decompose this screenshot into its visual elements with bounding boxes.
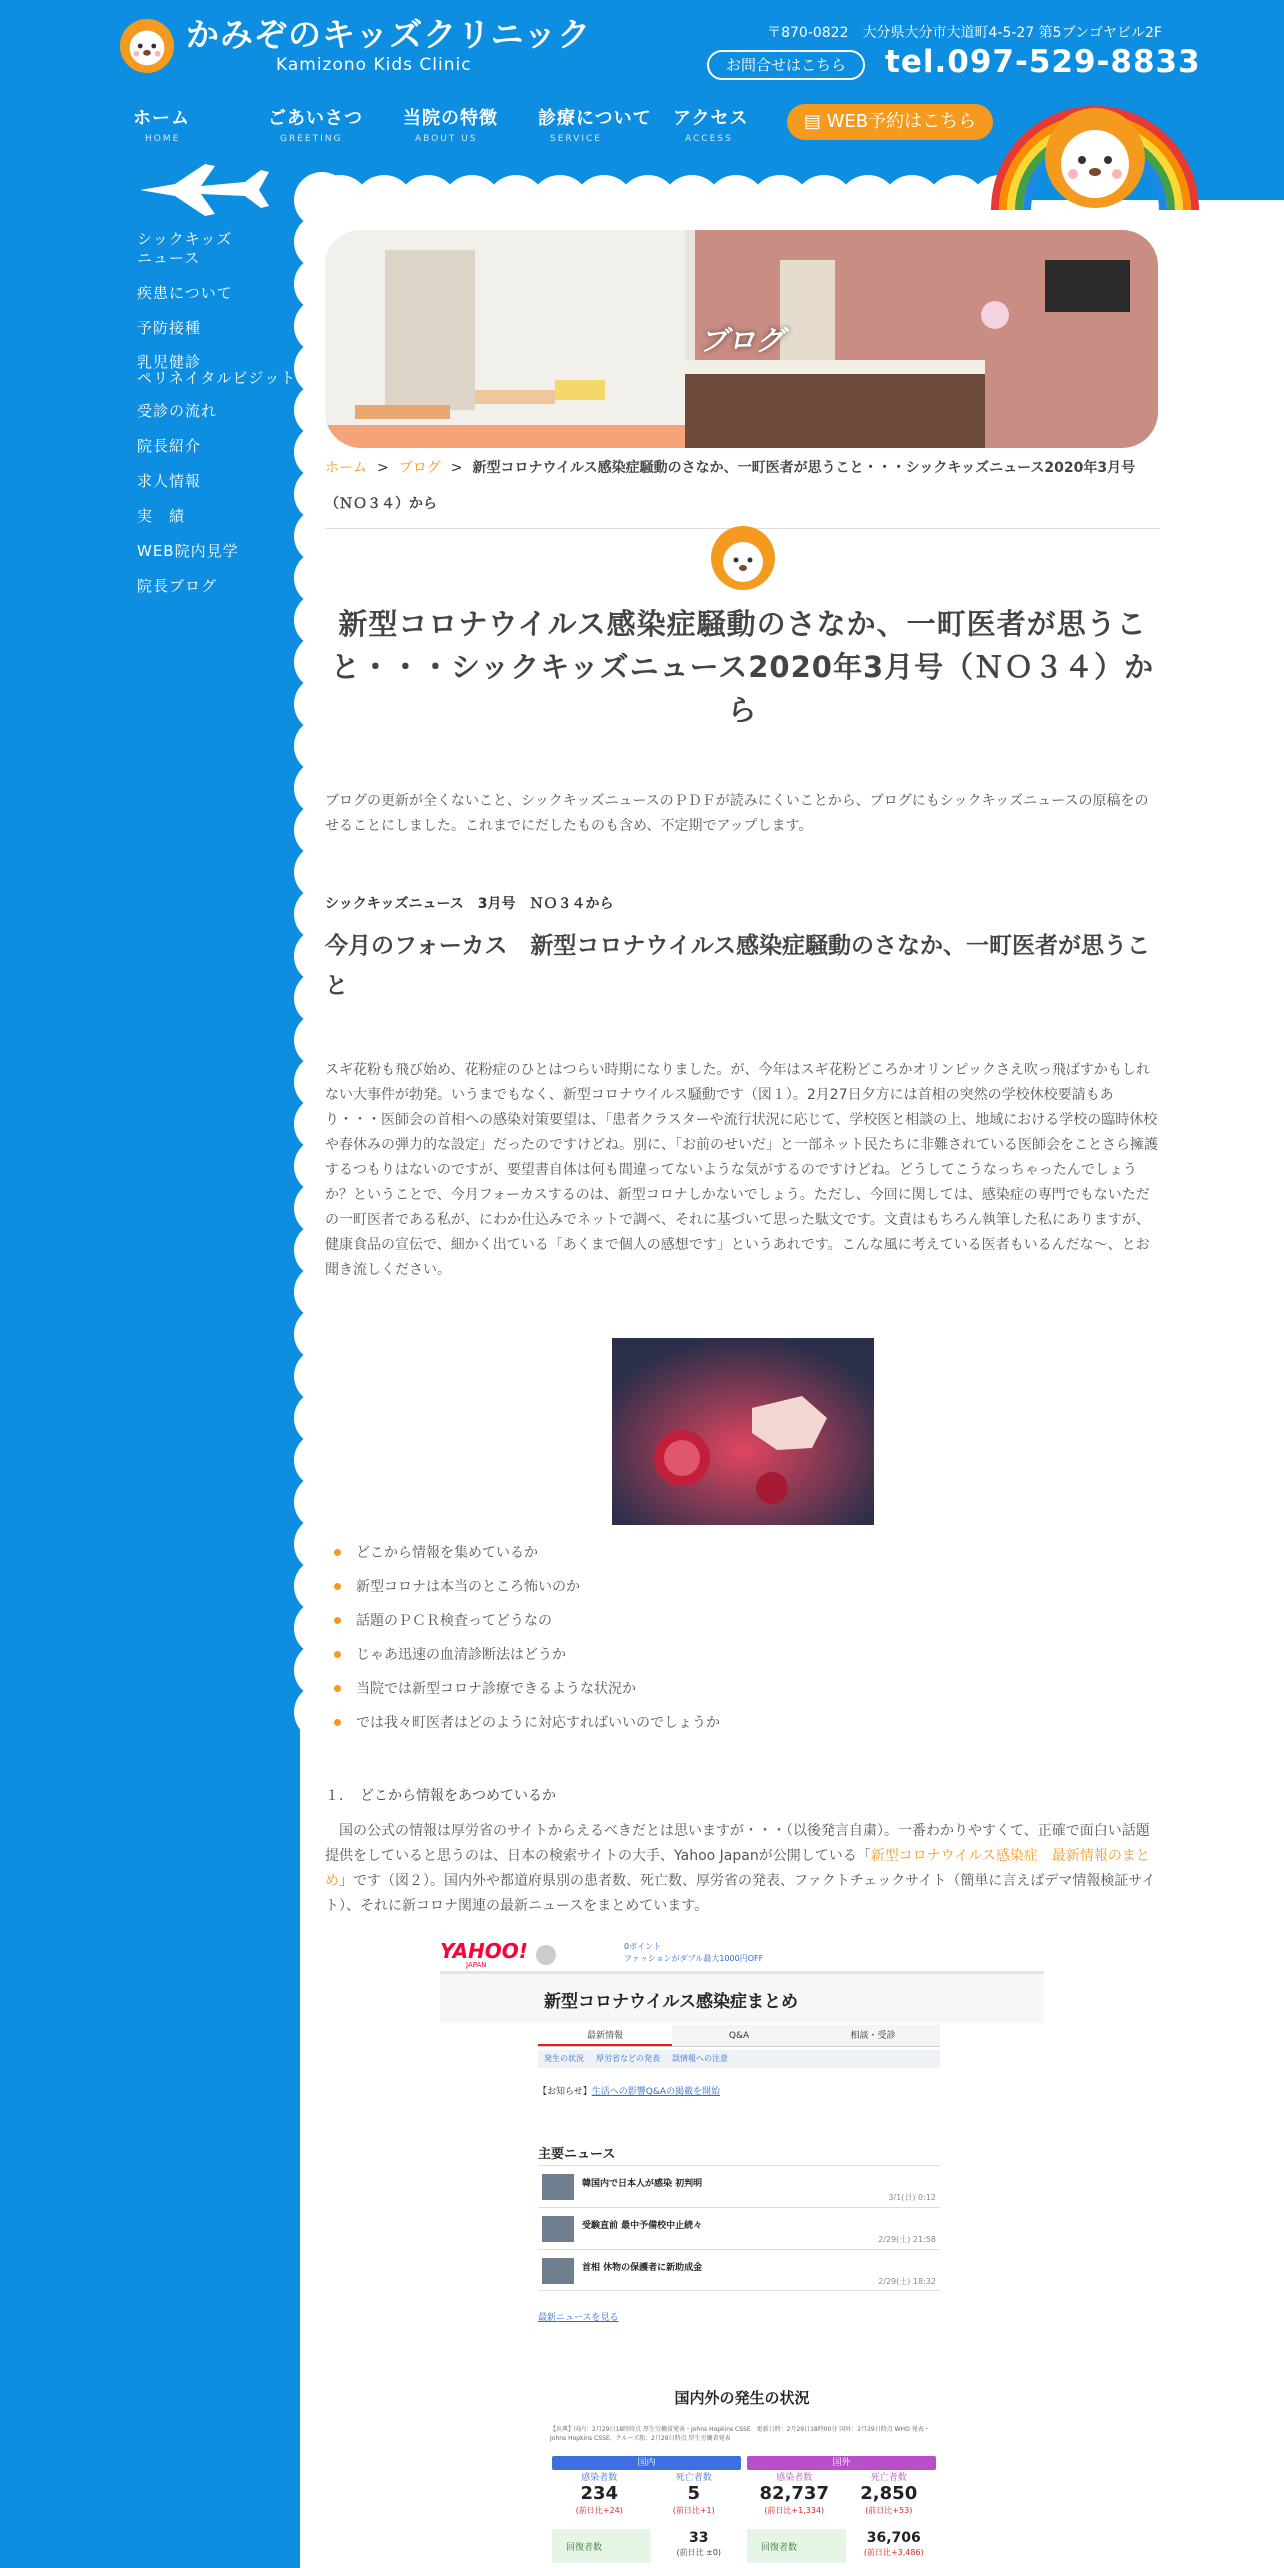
sidebar-item-director-blog[interactable]: 院長ブログ — [137, 577, 218, 595]
news-thumbnail — [542, 2174, 574, 2200]
nav-about[interactable] — [403, 104, 538, 144]
list-item: では我々町医者はどのように対応すればいいのでしょうか — [334, 1706, 1134, 1740]
sidebar-item-web-tour[interactable]: WEB院内見学 — [137, 542, 239, 560]
promo-text: ファッションがダブル最大1000円OFF — [624, 1954, 764, 1963]
stat-label: 感染者数 — [776, 2473, 813, 2483]
stat-delta: (前日比+24) — [575, 2506, 623, 2515]
content-panel-edge — [300, 1730, 325, 2568]
focus-title: 今月のフォーカス 新型コロナウイルス感染症騒動のさなか、一町医者が思うこと — [325, 933, 1151, 999]
topic-list — [334, 1536, 1134, 1740]
stat-delta: (前日比+53) — [865, 2506, 913, 2515]
sidebar-item-recruit[interactable]: 求人情報 — [137, 472, 202, 490]
clinic-name-en: Kamizono Kids Clinic — [276, 55, 472, 75]
breadcrumb-home[interactable]: ホーム — [325, 460, 367, 476]
notice-prefix: 【お知らせ】 — [538, 2087, 592, 2097]
stat-label: 死亡者数 — [870, 2473, 907, 2483]
clinic-name: かみぞのキッズクリニック — [186, 15, 592, 54]
site-logo[interactable] — [118, 16, 591, 76]
nav-label: 当院の特徴 — [403, 108, 498, 129]
recovered-row — [552, 2529, 936, 2563]
news-date: 2/29(土) 21:58 — [878, 2235, 936, 2244]
sidebar-nav — [137, 230, 297, 612]
yahoo-screenshot — [440, 1937, 1044, 2568]
nav-home[interactable] — [133, 104, 268, 144]
list-item: 当院では新型コロナ診療できるような状況か — [334, 1672, 1134, 1706]
sidebar-item-vaccination[interactable]: 予防接種 — [137, 319, 202, 337]
nav-label: 診療について — [538, 108, 652, 129]
section1-body — [325, 1819, 1160, 1919]
subtab: 誤情報への注意 — [672, 2054, 728, 2063]
yahoo-logo-sub: JAPAN — [466, 1961, 487, 1969]
recovered-label: 回復者数 — [552, 2529, 651, 2563]
breadcrumb-current: 新型コロナウイルス感染症騒動のさなか、一町医者が思うこと・・・シックキッズニュース2020年3月号（ＮＯ３４）から — [325, 460, 1136, 512]
news-thumbnail — [542, 2216, 574, 2242]
nav-sublabel: SERVICE — [550, 134, 602, 144]
nav-greeting[interactable] — [268, 104, 403, 144]
news-row — [538, 2207, 940, 2249]
domestic-label: 国内 — [552, 2456, 741, 2470]
chevron-right-icon: > — [450, 460, 463, 476]
sidebar-background-lower — [0, 1730, 325, 2568]
nav-sublabel: ACCESS — [685, 134, 733, 144]
stat-value: 5 — [687, 2483, 701, 2504]
breadcrumb — [325, 450, 1160, 529]
yahoo-tabs — [538, 2025, 940, 2047]
nav-sublabel: ABOUT US — [415, 134, 478, 144]
more-news-link: 最新ニュースを見る — [538, 2313, 619, 2323]
section1-text: 」です（図２）。国内外や都道府県別の患者数、死亡数、厚労省の発表、ファクトチェックサイト（簡単に言えばデマ情報検証サイト）、それに新コロナ関連の最新ニュースをまとめています。 — [325, 1873, 1156, 1914]
tab-latest: 最新情報 — [538, 2025, 672, 2046]
stat-value: 234 — [580, 2483, 619, 2504]
section1-text: 国の公式の情報は厚労省のサイトからえるべきだとは思いますが・・・（以後発言自粛）。一番わかりやすくて、正確で面白い話題提供をしていると思うのは、日本の検索サイトの大手、Yahoo Japanが公開している「 — [325, 1823, 1150, 1864]
lion-mascot-icon — [706, 524, 780, 592]
sidebar-item-visit-flow[interactable]: 受診の流れ — [137, 402, 218, 420]
news-heading: 主要ニュース — [538, 2147, 616, 2162]
stat-value: 36,706 — [866, 2530, 921, 2546]
hero-title: ブログ — [699, 324, 784, 357]
stat-label: 死亡者数 — [675, 2473, 712, 2483]
recovered-label: 回復者数 — [747, 2529, 846, 2563]
calendar-icon: ▤ — [803, 111, 827, 132]
nav-sublabel: GREETING — [280, 134, 343, 144]
post-body: スギ花粉も飛び始め、花粉症のひとはつらい時期になりました。が、今年はスギ花粉どころかオリンピックさえ吹っ飛ばすかもしれない大事件が勃発。いうまでもなく、新型コロナウイルス騒動です（図１）。2月27日夕方には首相の突然の学校休校要請もあり・・・医師会の首相への感染対策要望は、「患者クラスターや流行状況に応じて、学校医と相談の上、地域における学校の臨時休校や春休みの弾力的な設定」だったのですけどね。別に、「お前のせいだ」と一部ネット民たちに非難されている医師会をことさら擁護するつもりはないのですが、要望書自体は何も間違ってないような気がするのですけどね。どうしてこうなっちゃったんでしょうか？ということで、今月フォーカスするのは、新型コロナしかないでしょう。ただし、今回に関しては、感染症の専門でもないただの一町医者である私が、にわか仕込みでネットで調べ、それに基づいて思った駄文です。文責はもちろん執筆した私にありますが、健康食品の宣伝で、細かく出ている「あくまで個人の感想です」というあれです。こんな風に考えている医者もいるんだな～、とお聞き流しください。 — [325, 1062, 1158, 1278]
nav-label: アクセス — [673, 108, 749, 129]
airplane-icon — [135, 160, 275, 220]
main-nav — [133, 104, 808, 144]
phone-number[interactable]: tel.097-529-8833 — [885, 44, 1201, 80]
nav-label: ごあいさつ — [268, 108, 363, 129]
list-item: 話題のＰＣＲ検査ってどうなの — [334, 1604, 1134, 1638]
contact-button[interactable]: お問合せはこちら — [707, 50, 865, 80]
subtab: 発生の状況 — [544, 2054, 584, 2063]
list-item: じゃあ迅速の血清診断法はどうか — [334, 1638, 1134, 1672]
stat-delta: (前日比+1) — [672, 2506, 715, 2515]
stat-delta: (前日比+1,334) — [764, 2506, 825, 2515]
overseas-label: 国外 — [747, 2456, 936, 2470]
rainbow-lion-illustration — [985, 80, 1205, 210]
nav-service[interactable] — [538, 104, 673, 144]
stat-value: 82,737 — [759, 2483, 829, 2504]
news-date: 3/1(日) 0:12 — [888, 2193, 936, 2202]
list-item: 新型コロナは本当のところ怖いのか — [334, 1570, 1134, 1604]
issue-label: シックキッズニュース 3月号 ＮＯ３４から — [325, 896, 614, 912]
points-text: 0ポイント — [624, 1942, 662, 1951]
domestic-stats — [552, 2456, 741, 2516]
avatar — [536, 1945, 556, 1965]
sidebar-item-infant-checkup[interactable]: 乳児健診 ペリネイタルビジット — [137, 353, 297, 387]
news-title: 首相 休物の保護者に新助成金 — [582, 2263, 703, 2273]
sidebar-item-sick-kids-news[interactable]: シックキッズニュース — [137, 230, 233, 267]
nav-sublabel: HOME — [145, 134, 181, 144]
list-item: どこから情報を集めているか — [334, 1536, 1134, 1570]
nav-label: ホーム — [133, 108, 190, 129]
web-reserve-button[interactable] — [787, 104, 993, 140]
points-info — [624, 1941, 763, 1965]
yahoo-covid-link[interactable]: 新型コロナウイルス感染症 最新情報のまとめ — [325, 1848, 1150, 1889]
news-title: 韓国内で日本人が感染 初判明 — [582, 2179, 703, 2189]
tab-consult: 相談・受診 — [806, 2025, 940, 2046]
stat-label: 感染者数 — [581, 2473, 618, 2483]
yahoo-subtabs — [538, 2050, 940, 2068]
sidebar-item-director[interactable]: 院長紹介 — [137, 437, 202, 455]
stat-value: 33 — [689, 2530, 709, 2546]
breadcrumb-blog[interactable]: ブログ — [398, 460, 441, 476]
status-heading: 国内外の発生の状況 — [674, 2389, 810, 2407]
news-date: 2/29(土) 18:32 — [878, 2277, 936, 2286]
sidebar-item-results[interactable]: 実 績 — [137, 507, 186, 525]
section1-title: １． どこから情報をあつめているか — [325, 1788, 556, 1804]
tab-qa: Q&A — [672, 2025, 806, 2046]
chevron-right-icon: > — [377, 460, 389, 476]
web-reserve-label: WEB予約はこちら — [826, 111, 977, 132]
news-row — [538, 2165, 940, 2207]
subtab: 厚労省などの発表 — [596, 2054, 660, 2063]
yahoo-heading: 新型コロナウイルス感染症まとめ — [544, 1992, 798, 2012]
stats-table — [552, 2456, 936, 2516]
stat-delta: (前日比 ±0) — [676, 2548, 722, 2557]
sidebar-item-diseases[interactable]: 疾患について — [137, 284, 233, 302]
yahoo-logo: YAHOO! — [440, 1939, 528, 1963]
overseas-stats — [747, 2456, 936, 2516]
coronavirus-image — [612, 1338, 874, 1525]
lion-logo-icon — [118, 17, 176, 75]
yahoo-notice — [538, 2084, 720, 2097]
notice-link: 生活への影響Q&Aの掲載を開始 — [591, 2087, 720, 2097]
stat-delta: (前日比+3,486) — [863, 2548, 924, 2557]
news-thumbnail — [542, 2258, 574, 2284]
source-note: 【出典】国内：2月29日18時時点 厚生労働省発表・Johns Hopkins CSSE 更新日時：2月29日18時00分 国外：2月29日時点 WHO 発表・Johns Hopkins CSSE、クルーズ船：2月29日時点 厚生労働省発表 — [550, 2426, 930, 2442]
news-title: 受験直前 最中予備校中止続々 — [582, 2221, 703, 2231]
clinic-address: 〒870-0822 大分県大分市大道町4-5-27 第5ブンゴヤビル2F — [767, 25, 1162, 41]
post-intro: ブログの更新が全くないこと、シックキッズニュースのＰＤＦが読みにくいことから、ブログにもシックキッズニュースの原稿をのせることにしました。これまでにだしたものも含め、不定期でアップします。 — [325, 793, 1149, 834]
stat-value: 2,850 — [860, 2483, 918, 2504]
news-list — [538, 2165, 940, 2291]
news-row — [538, 2249, 940, 2291]
hero-banner — [325, 230, 1158, 448]
post-title: 新型コロナウイルス感染症騒動のさなか、一町医者が思うこと・・・シックキッズニュース2020年3月号（ＮＯ３４）から — [330, 607, 1155, 727]
